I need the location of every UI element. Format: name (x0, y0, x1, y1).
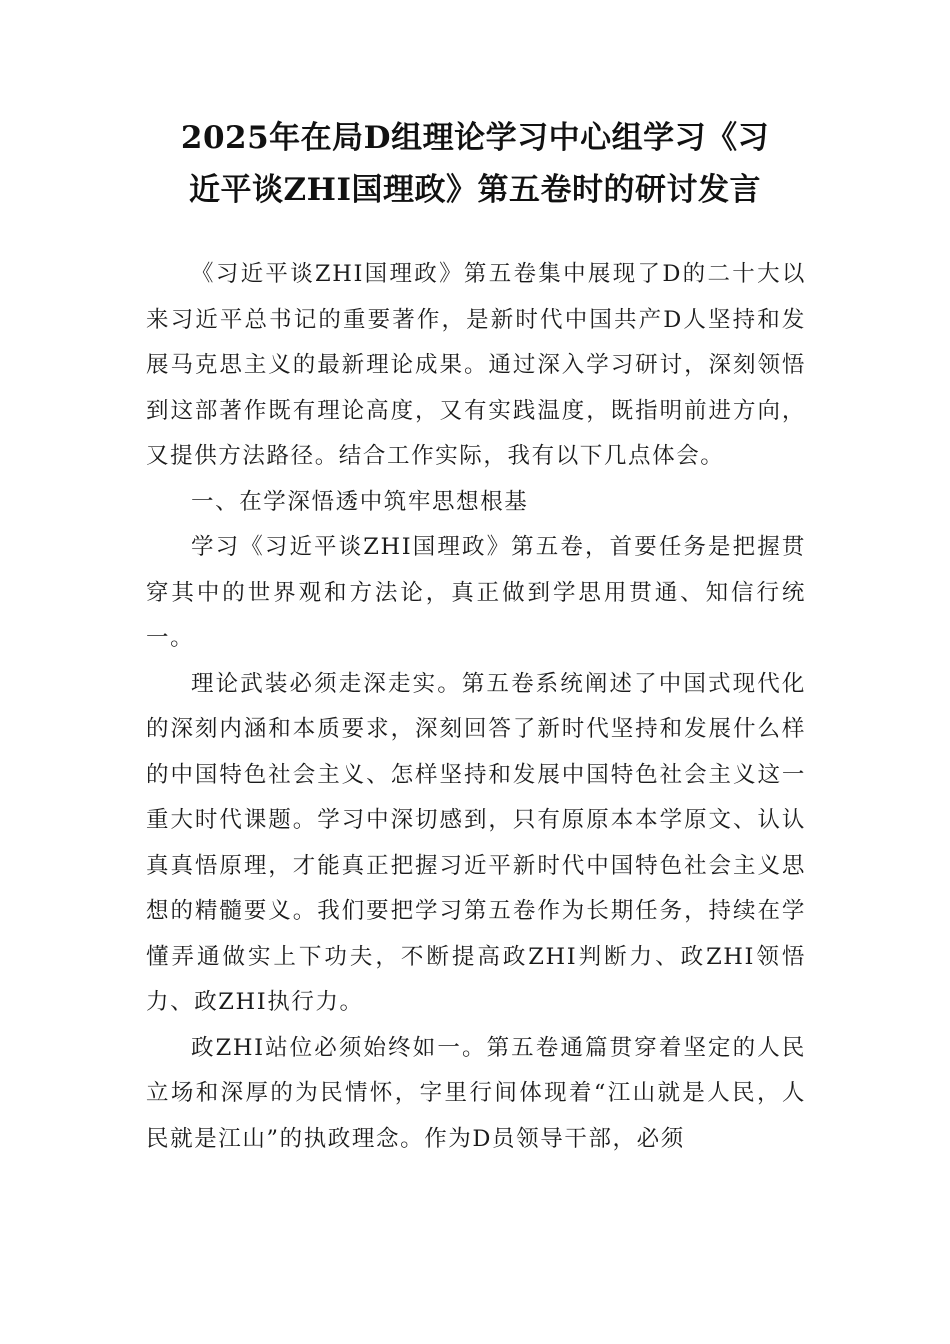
intro-paragraph: 《习近平谈ZHI国理政》第五卷集中展现了D的二十大以来习近平总书记的重要著作，是新时代中国共产D人坚持和发展马克思主义的最新理论成果。通过深入学习研讨，深刻领悟到这部著作既有理论高度，又有实践温度，既指明前进方向，又提供方法路径。结合工作实际，我有以下几点体会。 (146, 261, 806, 469)
body-paragraph: 政ZHI站位必须始终如一。第五卷通篇贯穿着坚定的人民立场和深厚的为民情怀，字里行间体现着“江山就是人民，人民就是江山”的执政理念。作为D员领导干部，必须 (146, 1034, 806, 1152)
body-paragraph: 理论武装必须走深走实。第五卷系统阐述了中国式现代化的深刻内涵和本质要求，深刻回答了新时代坚持和发展什么样的中国特色社会主义、怎样坚持和发展中国特色社会主义这一重大时代课题。学习中深切感到，只有原原本本学原文、认认真真悟原理，才能真正把握习近平新时代中国特色社会主义思想的精髓要义。我们要把学习第五卷作为长期任务，持续在学懂弄通做实上下功夫，不断提高政ZHI判断力、政ZHI领悟力、政ZHI执行力。 (146, 670, 806, 1015)
document-body (146, 252, 806, 1162)
title-line-2: 近平谈ZHI国理政》第五卷时的研讨发言 (189, 172, 761, 208)
title-line-1: 2025年在局D组理论学习中心组学习《习 (180, 120, 770, 156)
section-heading-1: 一、在学深悟透中筑牢思想根基 (191, 488, 529, 515)
document-title (120, 112, 830, 216)
body-paragraph: 学习《习近平谈ZHI国理政》第五卷，首要任务是把握贯穿其中的世界观和方法论，真正做到学思用贯通、知信行统一。 (146, 534, 806, 651)
